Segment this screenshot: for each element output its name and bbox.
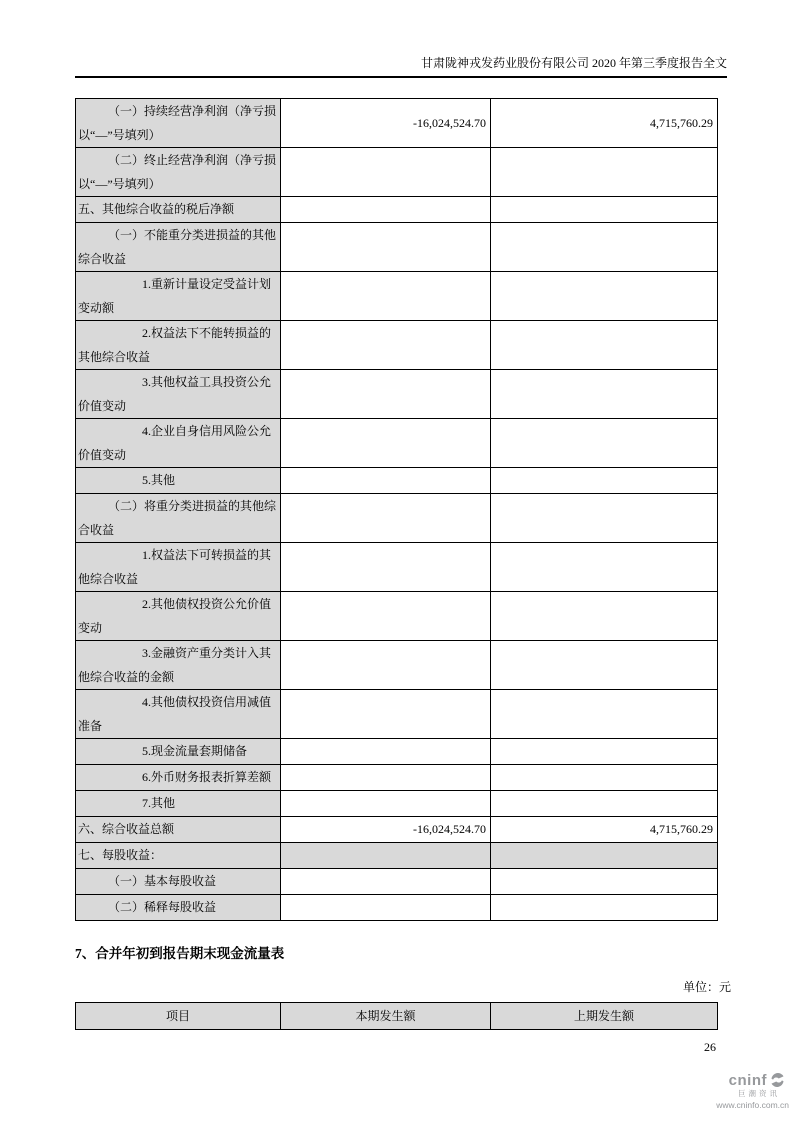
current-period-value	[281, 197, 491, 223]
row-label: 1.重新计量设定受益计划变动额	[76, 272, 281, 321]
prior-period-value	[491, 494, 718, 543]
current-period-value	[281, 765, 491, 791]
prior-period-value	[491, 739, 718, 765]
prior-period-value	[491, 543, 718, 592]
table-row	[76, 869, 718, 895]
current-period-value	[281, 843, 491, 869]
report-header-title: 甘肃陇神戎发药业股份有限公司 2020 年第三季度报告全文	[75, 55, 727, 78]
prior-period-value: 4,715,760.29	[491, 99, 718, 148]
row-label: （一）不能重分类进损益的其他综合收益	[76, 223, 281, 272]
row-label: 五、其他综合收益的税后净额	[76, 197, 281, 223]
table-row	[76, 895, 718, 921]
row-label: （二）终止经营净利润（净亏损以“—”号填列）	[76, 148, 281, 197]
row-label: 六、综合收益总额	[76, 817, 281, 843]
row-label: 4.其他债权投资信用减值准备	[76, 690, 281, 739]
prior-period-value	[491, 791, 718, 817]
row-label: 7.其他	[76, 791, 281, 817]
row-label: 2.权益法下不能转损益的其他综合收益	[76, 321, 281, 370]
current-period-value	[281, 321, 491, 370]
current-period-value	[281, 869, 491, 895]
cninfo-logo	[694, 1072, 790, 1109]
prior-period-value	[491, 765, 718, 791]
row-label: （二）稀释每股收益	[76, 895, 281, 921]
current-period-value	[281, 468, 491, 494]
table-row	[76, 843, 718, 869]
cninfo-logo-chinese-name: 巨潮资讯	[738, 1089, 780, 1098]
row-label: 七、每股收益：	[76, 843, 281, 869]
current-period-value	[281, 690, 491, 739]
swirl-icon	[769, 1072, 786, 1088]
current-period-value	[281, 148, 491, 197]
table-row	[76, 468, 718, 494]
prior-period-value	[491, 272, 718, 321]
prior-period-value	[491, 148, 718, 197]
row-label: 6.外币财务报表折算差额	[76, 765, 281, 791]
prior-period-value	[491, 468, 718, 494]
table-row	[76, 543, 718, 592]
row-label: （二）将重分类进损益的其他综合收益	[76, 494, 281, 543]
table-row	[76, 817, 718, 843]
table-row	[76, 370, 718, 419]
table-row	[76, 321, 718, 370]
current-period-value	[281, 641, 491, 690]
prior-period-value	[491, 370, 718, 419]
table-header-row	[76, 1003, 718, 1030]
current-period-value	[281, 370, 491, 419]
table-row	[76, 223, 718, 272]
current-period-value	[281, 592, 491, 641]
prior-period-value	[491, 197, 718, 223]
prior-period-value	[491, 419, 718, 468]
unit-label: 单位：元	[682, 980, 731, 994]
table-row	[76, 739, 718, 765]
prior-period-value	[491, 592, 718, 641]
prior-period-value	[491, 895, 718, 921]
table-row	[76, 272, 718, 321]
current-period-value	[281, 895, 491, 921]
prior-period-value	[491, 690, 718, 739]
table-row	[76, 791, 718, 817]
row-label: 5.现金流量套期储备	[76, 739, 281, 765]
table-row	[76, 99, 718, 148]
prior-period-value: 4,715,760.29	[491, 817, 718, 843]
column-header-current-period: 本期发生额	[281, 1003, 491, 1030]
table-row	[76, 494, 718, 543]
row-label: 3.金融资产重分类计入其他综合收益的金额	[76, 641, 281, 690]
row-label: （一）基本每股收益	[76, 869, 281, 895]
row-label: 3.其他权益工具投资公允价值变动	[76, 370, 281, 419]
row-label: 4.企业自身信用风险公允价值变动	[76, 419, 281, 468]
current-period-value	[281, 739, 491, 765]
column-header-item: 项目	[76, 1003, 281, 1030]
prior-period-value	[491, 869, 718, 895]
current-period-value	[281, 272, 491, 321]
cninfo-logo-url: www.cninfo.com.cn	[716, 1099, 789, 1110]
current-period-value: -16,024,524.70	[281, 817, 491, 843]
table-row	[76, 148, 718, 197]
table-row	[76, 197, 718, 223]
table-row	[76, 690, 718, 739]
comprehensive-income-table	[75, 98, 718, 921]
column-header-prior-period: 上期发生额	[491, 1003, 718, 1030]
table-row	[76, 765, 718, 791]
prior-period-value	[491, 223, 718, 272]
current-period-value	[281, 494, 491, 543]
row-label: （一）持续经营净利润（净亏损以“—”号填列）	[76, 99, 281, 148]
current-period-value: -16,024,524.70	[281, 99, 491, 148]
prior-period-value	[491, 321, 718, 370]
table-row	[76, 419, 718, 468]
current-period-value	[281, 223, 491, 272]
prior-period-value	[491, 843, 718, 869]
page-number: 26	[704, 1040, 716, 1054]
table-row	[76, 641, 718, 690]
prior-period-value	[491, 641, 718, 690]
row-label: 5.其他	[76, 468, 281, 494]
current-period-value	[281, 419, 491, 468]
table-row	[76, 592, 718, 641]
cashflow-table-header	[75, 1002, 718, 1030]
cninfo-logo-wordmark: cninf	[728, 1071, 767, 1089]
row-label: 2.其他债权投资公允价值变动	[76, 592, 281, 641]
current-period-value	[281, 543, 491, 592]
row-label: 1.权益法下可转损益的其他综合收益	[76, 543, 281, 592]
current-period-value	[281, 791, 491, 817]
section-title-cashflow: 7、合并年初到报告期末现金流量表	[75, 946, 285, 961]
